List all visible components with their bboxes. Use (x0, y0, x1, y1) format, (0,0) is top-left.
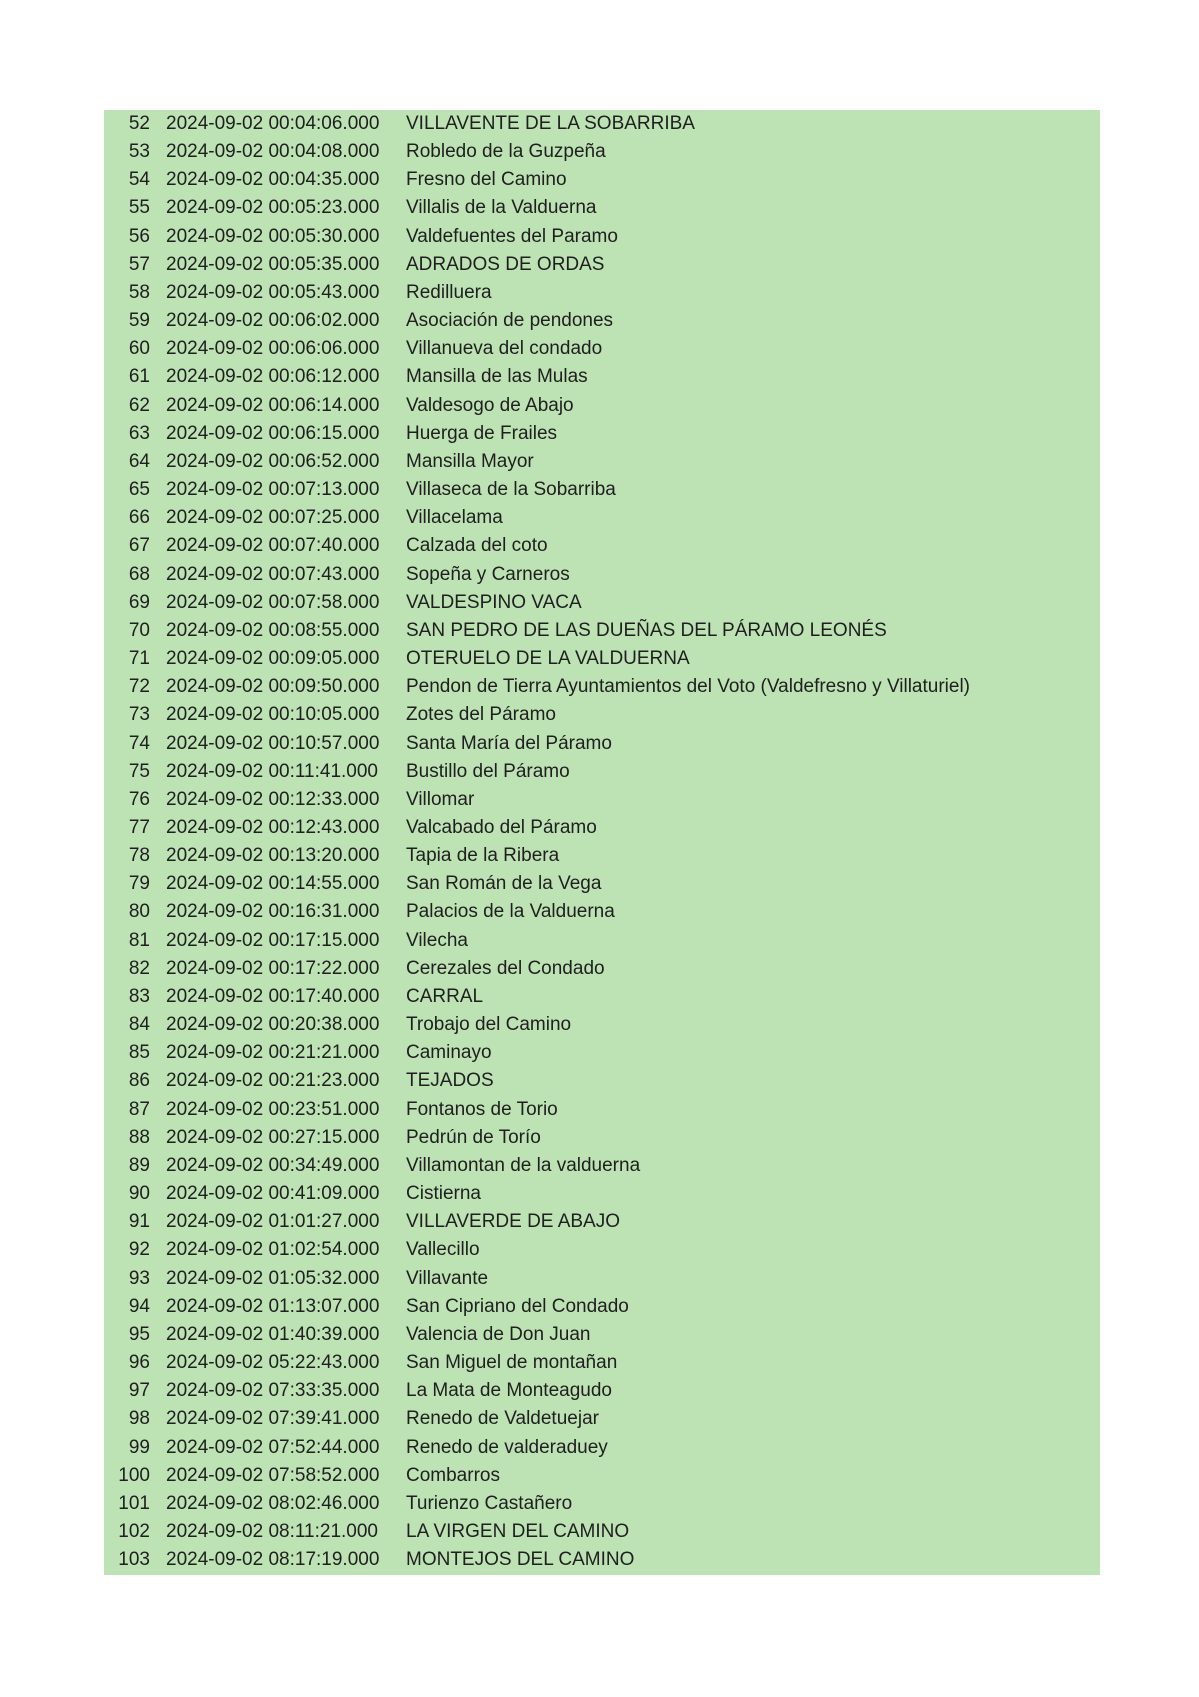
table-row (104, 1180, 1100, 1208)
table-row (104, 279, 1100, 307)
row-place: Mansilla Mayor (406, 450, 534, 472)
row-timestamp: 2024-09-02 00:07:40.000 (166, 535, 380, 557)
row-timestamp: 2024-09-02 00:07:43.000 (166, 563, 380, 585)
table-row (104, 532, 1100, 560)
table-row (104, 448, 1100, 476)
row-number: 60 (128, 338, 150, 360)
row-place: Fontanos de Torio (406, 1098, 558, 1120)
row-timestamp: 2024-09-02 00:05:35.000 (166, 253, 380, 275)
row-number: 55 (128, 197, 150, 219)
table-row (104, 701, 1100, 729)
row-timestamp: 2024-09-02 00:21:21.000 (166, 1042, 380, 1064)
table-row (104, 1039, 1100, 1067)
row-number: 90 (128, 1183, 150, 1205)
row-number: 84 (128, 1014, 150, 1036)
row-number: 85 (128, 1042, 150, 1064)
row-number: 62 (128, 394, 150, 416)
table-row (104, 617, 1100, 645)
row-timestamp: 2024-09-02 00:21:23.000 (166, 1070, 380, 1092)
row-place: Sopeña y Carneros (406, 563, 570, 585)
table-row (104, 1293, 1100, 1321)
row-place: Villavante (406, 1267, 489, 1289)
table-row (104, 1011, 1100, 1039)
table-row (104, 1546, 1100, 1574)
row-place: VALDESPINO VACA (406, 591, 582, 613)
table-row (104, 476, 1100, 504)
row-place: Villalis de la Valduerna (406, 197, 597, 219)
table-row (104, 758, 1100, 786)
row-place: Robledo de la Guzpeña (406, 141, 606, 163)
table-row (104, 898, 1100, 926)
row-place: Vilecha (406, 929, 468, 951)
row-place: Villomar (406, 788, 475, 810)
row-timestamp: 2024-09-02 01:40:39.000 (166, 1323, 380, 1345)
table-row (104, 1349, 1100, 1377)
row-place: Combarros (406, 1464, 500, 1486)
row-place: MONTEJOS DEL CAMINO (406, 1549, 635, 1571)
row-number: 57 (128, 253, 150, 275)
row-place: Valencia de Don Juan (406, 1323, 591, 1345)
row-place: Calzada del coto (406, 535, 548, 557)
row-place: OTERUELO DE LA VALDUERNA (406, 648, 690, 670)
table-row (104, 1208, 1100, 1236)
row-timestamp: 2024-09-02 00:17:15.000 (166, 929, 380, 951)
row-timestamp: 2024-09-02 01:05:32.000 (166, 1267, 380, 1289)
row-timestamp: 2024-09-02 01:13:07.000 (166, 1295, 380, 1317)
row-timestamp: 2024-09-02 07:52:44.000 (166, 1436, 380, 1458)
row-place: Vallecillo (406, 1239, 480, 1261)
row-place: Fresno del Camino (406, 169, 567, 191)
row-timestamp: 2024-09-02 00:11:41.000 (166, 760, 378, 782)
table-row (104, 1462, 1100, 1490)
row-timestamp: 2024-09-02 00:06:06.000 (166, 338, 380, 360)
table-row (104, 1236, 1100, 1264)
table-row (104, 1265, 1100, 1293)
row-number: 94 (128, 1295, 150, 1317)
row-timestamp: 2024-09-02 00:05:23.000 (166, 197, 380, 219)
row-timestamp: 2024-09-02 00:07:25.000 (166, 507, 380, 529)
row-number: 58 (128, 281, 150, 303)
row-place: SAN PEDRO DE LAS DUEÑAS DEL PÁRAMO LEONÉS (406, 619, 887, 641)
row-number: 91 (128, 1211, 150, 1233)
row-place: Redilluera (406, 281, 492, 303)
row-number: 61 (128, 366, 150, 388)
row-timestamp: 2024-09-02 00:06:15.000 (166, 422, 380, 444)
row-number: 87 (128, 1098, 150, 1120)
table-row (104, 870, 1100, 898)
table-row (104, 673, 1100, 701)
row-place: Palacios de la Valduerna (406, 901, 615, 923)
row-timestamp: 2024-09-02 00:17:22.000 (166, 957, 380, 979)
table-row (104, 335, 1100, 363)
row-number: 98 (128, 1408, 150, 1430)
table-row (104, 561, 1100, 589)
row-number: 77 (128, 817, 150, 838)
row-number: 72 (128, 676, 150, 698)
row-timestamp: 2024-09-02 00:20:38.000 (166, 1014, 380, 1036)
row-place: Villacelama (406, 507, 503, 529)
table-row (104, 1405, 1100, 1433)
row-place: Cerezales del Condado (406, 957, 605, 979)
row-place: Trobajo del Camino (406, 1014, 572, 1036)
row-timestamp: 2024-09-02 07:39:41.000 (166, 1408, 380, 1430)
row-place: Santa María del Páramo (406, 732, 612, 754)
row-number: 96 (128, 1352, 150, 1374)
row-timestamp: 2024-09-02 00:05:43.000 (166, 281, 380, 303)
row-place: VILLAVENTE DE LA SOBARRIBA (406, 113, 695, 134)
row-place: Mansilla de las Mulas (406, 366, 588, 388)
table-row (104, 589, 1100, 617)
row-timestamp: 2024-09-02 00:07:58.000 (166, 591, 380, 613)
table-row (104, 392, 1100, 420)
row-number: 80 (128, 901, 150, 923)
row-number: 70 (128, 619, 150, 641)
row-number: 79 (128, 873, 150, 895)
row-place: Renedo de Valdetuejar (406, 1408, 599, 1430)
row-number: 86 (128, 1070, 150, 1092)
table-row (104, 1096, 1100, 1124)
row-place: Turienzo Castañero (406, 1492, 573, 1514)
row-timestamp: 2024-09-02 01:01:27.000 (166, 1211, 380, 1233)
row-number: 95 (128, 1323, 150, 1345)
table-row (104, 842, 1100, 870)
table-row (104, 1152, 1100, 1180)
row-number: 66 (128, 507, 150, 529)
table-row (104, 1124, 1100, 1152)
row-place: Bustillo del Páramo (406, 760, 570, 782)
row-timestamp: 2024-09-02 00:23:51.000 (166, 1098, 380, 1120)
row-number: 71 (128, 648, 150, 670)
row-timestamp: 2024-09-02 00:06:14.000 (166, 394, 380, 416)
row-place: Tapia de la Ribera (406, 845, 560, 867)
row-place: Valdesogo de Abajo (406, 394, 574, 416)
row-place: Villamontan de la valduerna (406, 1154, 641, 1176)
table-row (104, 223, 1100, 251)
row-timestamp: 2024-09-02 08:17:19.000 (166, 1549, 380, 1571)
row-number: 59 (128, 310, 150, 332)
row-timestamp: 2024-09-02 00:16:31.000 (166, 901, 380, 923)
row-timestamp: 2024-09-02 07:58:52.000 (166, 1464, 380, 1486)
row-number: 74 (128, 732, 150, 754)
row-timestamp: 2024-09-02 00:10:57.000 (166, 732, 380, 754)
row-number: 65 (128, 479, 150, 501)
row-place: San Cipriano del Condado (406, 1295, 629, 1317)
table-row (104, 1434, 1100, 1462)
row-number: 67 (128, 535, 150, 557)
row-number: 88 (128, 1126, 150, 1148)
row-timestamp: 2024-09-02 08:02:46.000 (166, 1492, 380, 1514)
row-number: 100 (118, 1464, 150, 1486)
table-row (104, 730, 1100, 758)
row-timestamp: 2024-09-02 00:12:33.000 (166, 788, 380, 810)
row-number: 53 (128, 141, 150, 163)
row-place: San Miguel de montañan (406, 1352, 618, 1374)
row-timestamp: 2024-09-02 00:17:40.000 (166, 985, 380, 1007)
row-timestamp: 2024-09-02 00:13:20.000 (166, 845, 380, 867)
table-row (104, 166, 1100, 194)
row-number: 54 (128, 169, 150, 191)
table-row (104, 786, 1100, 814)
row-number: 52 (128, 113, 150, 134)
table-row (104, 1377, 1100, 1405)
row-place: Pendon de Tierra Ayuntamientos del Voto (Valdefresno y Villaturiel) (406, 676, 971, 698)
row-number: 83 (128, 985, 150, 1007)
row-number: 73 (128, 704, 150, 726)
row-timestamp: 2024-09-02 00:41:09.000 (166, 1183, 380, 1205)
row-timestamp: 2024-09-02 00:04:35.000 (166, 169, 380, 191)
row-place: Villanueva del condado (406, 338, 603, 360)
row-timestamp: 2024-09-02 07:33:35.000 (166, 1380, 380, 1402)
row-place: CARRAL (406, 985, 484, 1007)
row-number: 81 (128, 929, 150, 951)
row-place: Valdefuentes del Paramo (406, 225, 618, 247)
row-place: Asociación de pendones (406, 310, 614, 332)
row-timestamp: 2024-09-02 00:27:15.000 (166, 1126, 380, 1148)
row-place: Huerga de Frailes (406, 422, 558, 444)
row-place: LA VIRGEN DEL CAMINO (406, 1521, 630, 1542)
row-place: San Román de la Vega (406, 873, 602, 895)
row-timestamp: 2024-09-02 00:12:43.000 (166, 817, 380, 838)
row-timestamp: 2024-09-02 00:10:05.000 (166, 704, 380, 726)
row-timestamp: 2024-09-02 00:06:02.000 (166, 310, 380, 332)
table-row (104, 504, 1100, 532)
row-number: 82 (128, 957, 150, 979)
row-number: 89 (128, 1154, 150, 1176)
results-table (104, 110, 1100, 1575)
table-row (104, 251, 1100, 279)
row-place: TEJADOS (406, 1070, 494, 1092)
table-row (104, 420, 1100, 448)
row-timestamp: 2024-09-02 00:14:55.000 (166, 873, 380, 895)
row-timestamp: 2024-09-02 00:04:06.000 (166, 113, 380, 134)
row-timestamp: 2024-09-02 00:08:55.000 (166, 619, 380, 641)
row-number: 78 (128, 845, 150, 867)
row-place: Caminayo (406, 1042, 492, 1064)
row-place: Cistierna (406, 1183, 481, 1205)
row-number: 92 (128, 1239, 150, 1261)
row-place: Pedrún de Torío (406, 1126, 541, 1148)
table-row (104, 307, 1100, 335)
row-timestamp: 2024-09-02 00:07:13.000 (166, 479, 380, 501)
table-row (104, 983, 1100, 1011)
row-timestamp: 2024-09-02 08:11:21.000 (166, 1521, 378, 1542)
row-place: Valcabado del Páramo (406, 817, 597, 838)
table-row (104, 927, 1100, 955)
row-timestamp: 2024-09-02 00:09:05.000 (166, 648, 380, 670)
row-number: 99 (128, 1436, 150, 1458)
row-number: 103 (118, 1549, 150, 1571)
row-timestamp: 2024-09-02 00:06:12.000 (166, 366, 380, 388)
row-timestamp: 2024-09-02 01:02:54.000 (166, 1239, 380, 1261)
row-number: 101 (118, 1492, 150, 1514)
table-row (104, 1321, 1100, 1349)
row-place: La Mata de Monteagudo (406, 1380, 612, 1402)
row-timestamp: 2024-09-02 00:04:08.000 (166, 141, 380, 163)
row-number: 93 (128, 1267, 150, 1289)
row-number: 63 (128, 422, 150, 444)
row-number: 76 (128, 788, 150, 810)
row-number: 75 (128, 760, 150, 782)
table-row (104, 194, 1100, 222)
row-number: 69 (128, 591, 150, 613)
row-timestamp: 2024-09-02 05:22:43.000 (166, 1352, 380, 1374)
table-row (104, 363, 1100, 391)
row-number: 56 (128, 225, 150, 247)
table-row (104, 645, 1100, 673)
table-row (104, 1490, 1100, 1518)
row-place: VILLAVERDE DE ABAJO (406, 1211, 621, 1233)
table-row (104, 1067, 1100, 1095)
row-place: Villaseca de la Sobarriba (406, 479, 616, 501)
row-timestamp: 2024-09-02 00:09:50.000 (166, 676, 380, 698)
table-row (104, 138, 1100, 166)
table-row (104, 955, 1100, 983)
row-timestamp: 2024-09-02 00:34:49.000 (166, 1154, 380, 1176)
row-timestamp: 2024-09-02 00:06:52.000 (166, 450, 380, 472)
row-place: Renedo de valderaduey (406, 1436, 608, 1458)
row-number: 97 (128, 1380, 150, 1402)
table-row (104, 1518, 1100, 1546)
row-place: Zotes del Páramo (406, 704, 556, 726)
table-row (104, 110, 1100, 138)
table-row (104, 814, 1100, 842)
row-number: 64 (128, 450, 150, 472)
row-number: 68 (128, 563, 150, 585)
row-timestamp: 2024-09-02 00:05:30.000 (166, 225, 380, 247)
row-number: 102 (118, 1521, 150, 1542)
row-place: ADRADOS DE ORDAS (406, 253, 605, 275)
